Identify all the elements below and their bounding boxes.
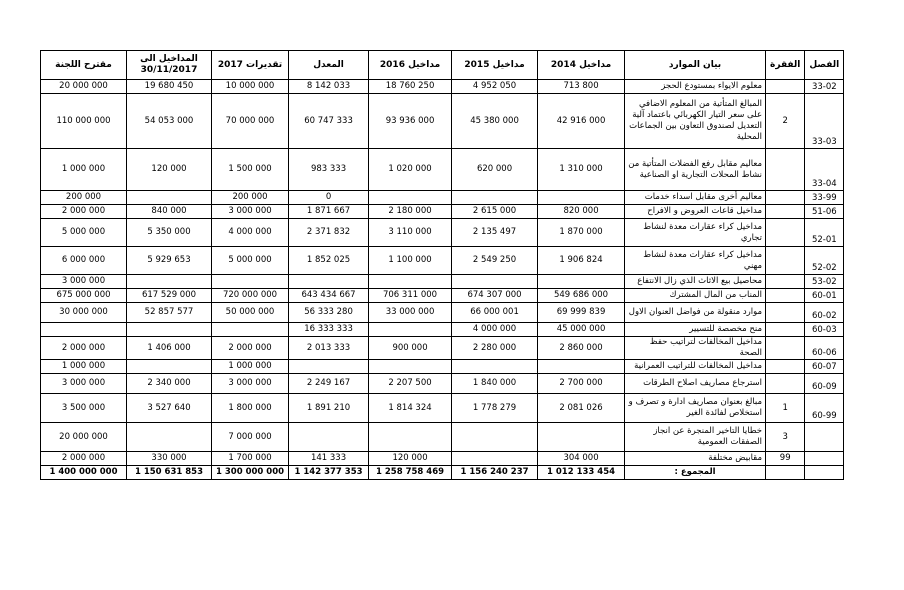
cell-receipts-2014 (538, 423, 625, 452)
cell-receipts-2014: 42 916 000 (538, 94, 625, 149)
total-proposal: 1 400 000 000 (41, 466, 127, 480)
cell-estimates-2017 (212, 323, 289, 337)
cell-receipts-2017 (127, 323, 212, 337)
table-row (41, 80, 844, 94)
cell-average (289, 275, 369, 289)
cell-average: 2 249 167 (289, 374, 369, 394)
cell-estimates-2017: 1 700 000 (212, 452, 289, 466)
cell-article (766, 205, 805, 219)
table-row (41, 360, 844, 374)
cell-chapter: 33-99 (805, 191, 844, 205)
cell-chapter (805, 423, 844, 452)
cell-article: 99 (766, 452, 805, 466)
cell-proposal: 200 000 (41, 191, 127, 205)
cell-description: منح مخصصة للتسيير (625, 323, 766, 337)
cell-receipts-2017: 3 527 640 (127, 394, 212, 423)
cell-chapter: 52-02 (805, 247, 844, 275)
cell-description: محاصيل بيع الاثاث الذي زال الانتفاع (625, 275, 766, 289)
cell-receipts-2016 (369, 360, 452, 374)
cell-average: 1 852 025 (289, 247, 369, 275)
cell-description: مداخيل كراء عقارات معدة لنشاط مهني (625, 247, 766, 275)
table-row (41, 94, 844, 149)
header-article: الفقرة (766, 51, 805, 80)
table-row (41, 423, 844, 452)
cell-article (766, 275, 805, 289)
cell-description: مبالغ بعنوان مصاريف ادارة و تصرف و استخلاص لفائدة الغير (625, 394, 766, 423)
cell-proposal: 3 000 000 (41, 275, 127, 289)
cell-receipts-2015 (452, 360, 538, 374)
total-chapter (805, 466, 844, 480)
cell-receipts-2014: 1 310 000 (538, 149, 625, 191)
cell-receipts-2014: 2 700 000 (538, 374, 625, 394)
cell-estimates-2017: 1 000 000 (212, 360, 289, 374)
cell-average: 643 434 667 (289, 289, 369, 303)
cell-proposal: 1 000 000 (41, 149, 127, 191)
cell-description: معلوم الايواء بمستودع الحجز (625, 80, 766, 94)
cell-description: مداخيل كراء عقارات معدة لنشاط تجاري (625, 219, 766, 247)
header-proposal: مقترح اللجنة (41, 51, 127, 80)
header-receipts-2016: مداخيل 2016 (369, 51, 452, 80)
cell-estimates-2017: 3 000 000 (212, 205, 289, 219)
cell-article: 3 (766, 423, 805, 452)
table-row (41, 303, 844, 323)
cell-receipts-2015: 2 549 250 (452, 247, 538, 275)
cell-receipts-2017 (127, 275, 212, 289)
table-row (41, 337, 844, 360)
total-receipts-2016: 1 258 758 469 (369, 466, 452, 480)
cell-receipts-2015: 2 615 000 (452, 205, 538, 219)
cell-receipts-2017: 120 000 (127, 149, 212, 191)
cell-receipts-2017 (127, 360, 212, 374)
cell-chapter: 60-09 (805, 374, 844, 394)
cell-average: 2 013 333 (289, 337, 369, 360)
header-chapter: الفصل (805, 51, 844, 80)
cell-proposal: 675 000 000 (41, 289, 127, 303)
cell-receipts-2016: 1 814 324 (369, 394, 452, 423)
cell-chapter: 60-06 (805, 337, 844, 360)
cell-article (766, 360, 805, 374)
header-average: المعدل (289, 51, 369, 80)
cell-receipts-2014: 820 000 (538, 205, 625, 219)
table-row (41, 452, 844, 466)
cell-chapter: 60-02 (805, 303, 844, 323)
cell-receipts-2015: 1 778 279 (452, 394, 538, 423)
cell-proposal: 2 000 000 (41, 205, 127, 219)
cell-description: معاليم مقابل رفع الفضلات المتأتية من نشاط المحلات التجارية او الصناعية (625, 149, 766, 191)
cell-chapter: 33-03 (805, 94, 844, 149)
cell-description: المبالغ المتأتية من المعلوم الاضافي على سعر التيار الكهربائي باعتماد آلية التعديل لصندوق التعاون بين الجماعات المحلية (625, 94, 766, 149)
cell-receipts-2014 (538, 360, 625, 374)
cell-receipts-2015: 620 000 (452, 149, 538, 191)
cell-average: 16 333 333 (289, 323, 369, 337)
cell-estimates-2017: 1 800 000 (212, 394, 289, 423)
cell-receipts-2016: 93 936 000 (369, 94, 452, 149)
cell-description: خطايا التاخير المنجرة عن انجاز الصفقات العمومية (625, 423, 766, 452)
cell-estimates-2017: 50 000 000 (212, 303, 289, 323)
cell-article (766, 374, 805, 394)
cell-average: 1 891 210 (289, 394, 369, 423)
cell-receipts-2015 (452, 191, 538, 205)
cell-receipts-2016: 900 000 (369, 337, 452, 360)
cell-receipts-2016: 2 207 500 (369, 374, 452, 394)
cell-average: 141 333 (289, 452, 369, 466)
table-row (41, 289, 844, 303)
cell-proposal: 1 000 000 (41, 360, 127, 374)
cell-estimates-2017: 200 000 (212, 191, 289, 205)
cell-receipts-2016: 120 000 (369, 452, 452, 466)
cell-average: 56 333 280 (289, 303, 369, 323)
cell-proposal (41, 323, 127, 337)
cell-estimates-2017: 70 000 000 (212, 94, 289, 149)
cell-receipts-2015 (452, 275, 538, 289)
cell-chapter: 33-02 (805, 80, 844, 94)
cell-receipts-2016: 706 311 000 (369, 289, 452, 303)
header-row (41, 51, 844, 80)
cell-chapter: 53-02 (805, 275, 844, 289)
cell-receipts-2015 (452, 423, 538, 452)
header-receipts-2017: المداخيل الى 30/11/2017 (127, 51, 212, 80)
cell-receipts-2017 (127, 423, 212, 452)
cell-chapter: 60-03 (805, 323, 844, 337)
cell-receipts-2015: 4 952 050 (452, 80, 538, 94)
cell-article: 1 (766, 394, 805, 423)
cell-description: موارد منقولة من فواضل العنوان الاول (625, 303, 766, 323)
cell-article (766, 191, 805, 205)
cell-receipts-2016 (369, 423, 452, 452)
table-row (41, 374, 844, 394)
header-estimates-2017: تقديرات 2017 (212, 51, 289, 80)
table-row (41, 205, 844, 219)
total-estimates-2017: 1 300 000 000 (212, 466, 289, 480)
cell-receipts-2017: 19 680 450 (127, 80, 212, 94)
cell-description: مداخيل قاعات العروض و الافراح (625, 205, 766, 219)
cell-receipts-2017: 1 406 000 (127, 337, 212, 360)
cell-receipts-2016: 2 180 000 (369, 205, 452, 219)
cell-receipts-2016 (369, 191, 452, 205)
cell-receipts-2016: 1 100 000 (369, 247, 452, 275)
cell-receipts-2017: 840 000 (127, 205, 212, 219)
table-row (41, 219, 844, 247)
cell-article (766, 80, 805, 94)
table-row (41, 275, 844, 289)
cell-estimates-2017: 720 000 000 (212, 289, 289, 303)
cell-estimates-2017 (212, 275, 289, 289)
cell-average: 8 142 033 (289, 80, 369, 94)
cell-chapter: 51-06 (805, 205, 844, 219)
cell-estimates-2017: 7 000 000 (212, 423, 289, 452)
cell-receipts-2017: 54 053 000 (127, 94, 212, 149)
total-receipts-2014: 1 012 133 454 (538, 466, 625, 480)
cell-chapter: 60-01 (805, 289, 844, 303)
cell-article (766, 303, 805, 323)
cell-receipts-2016 (369, 275, 452, 289)
cell-chapter: 52-01 (805, 219, 844, 247)
cell-estimates-2017: 10 000 000 (212, 80, 289, 94)
cell-article (766, 337, 805, 360)
cell-chapter: 60-99 (805, 394, 844, 423)
cell-receipts-2014: 45 000 000 (538, 323, 625, 337)
cell-article (766, 289, 805, 303)
cell-receipts-2015 (452, 452, 538, 466)
cell-proposal: 2 000 000 (41, 452, 127, 466)
cell-average: 2 371 832 (289, 219, 369, 247)
resources-table-sheet (40, 50, 844, 480)
cell-proposal: 30 000 000 (41, 303, 127, 323)
total-article (766, 466, 805, 480)
cell-receipts-2017: 617 529 000 (127, 289, 212, 303)
cell-average: 1 871 667 (289, 205, 369, 219)
cell-receipts-2014 (538, 275, 625, 289)
table-row (41, 247, 844, 275)
table-row (41, 149, 844, 191)
cell-receipts-2015: 1 840 000 (452, 374, 538, 394)
cell-receipts-2014: 1 906 824 (538, 247, 625, 275)
total-average: 1 142 377 353 (289, 466, 369, 480)
cell-receipts-2015: 4 000 000 (452, 323, 538, 337)
cell-proposal: 20 000 000 (41, 80, 127, 94)
cell-receipts-2014: 1 870 000 (538, 219, 625, 247)
cell-proposal: 110 000 000 (41, 94, 127, 149)
header-receipts-2014: مداخيل 2014 (538, 51, 625, 80)
cell-estimates-2017: 5 000 000 (212, 247, 289, 275)
cell-article (766, 323, 805, 337)
cell-estimates-2017: 2 000 000 (212, 337, 289, 360)
cell-receipts-2015: 2 280 000 (452, 337, 538, 360)
cell-receipts-2014: 2 860 000 (538, 337, 625, 360)
header-receipts-2015: مداخيل 2015 (452, 51, 538, 80)
cell-receipts-2015: 45 380 000 (452, 94, 538, 149)
cell-receipts-2017 (127, 191, 212, 205)
header-description: بيان الموارد (625, 51, 766, 80)
cell-estimates-2017: 3 000 000 (212, 374, 289, 394)
cell-proposal: 5 000 000 (41, 219, 127, 247)
cell-average: 60 747 333 (289, 94, 369, 149)
total-receipts-2017: 1 150 631 853 (127, 466, 212, 480)
cell-chapter (805, 452, 844, 466)
cell-article (766, 149, 805, 191)
cell-description: مقابيض مختلفة (625, 452, 766, 466)
table-row (41, 394, 844, 423)
cell-article (766, 219, 805, 247)
cell-description: المناب من المال المشترك (625, 289, 766, 303)
cell-description: مداخيل المخالفات لتراتيب حفظ الصحة (625, 337, 766, 360)
cell-article: 2 (766, 94, 805, 149)
table-row (41, 323, 844, 337)
cell-proposal: 20 000 000 (41, 423, 127, 452)
cell-proposal: 6 000 000 (41, 247, 127, 275)
cell-receipts-2016 (369, 323, 452, 337)
cell-proposal: 2 000 000 (41, 337, 127, 360)
cell-receipts-2017: 5 929 653 (127, 247, 212, 275)
total-receipts-2015: 1 156 240 237 (452, 466, 538, 480)
cell-average (289, 423, 369, 452)
cell-receipts-2017: 52 857 577 (127, 303, 212, 323)
cell-proposal: 3 500 000 (41, 394, 127, 423)
cell-receipts-2014: 69 999 839 (538, 303, 625, 323)
cell-proposal: 3 000 000 (41, 374, 127, 394)
cell-article (766, 247, 805, 275)
cell-receipts-2015: 2 135 497 (452, 219, 538, 247)
cell-receipts-2017: 2 340 000 (127, 374, 212, 394)
cell-receipts-2014: 2 081 026 (538, 394, 625, 423)
cell-receipts-2016: 1 020 000 (369, 149, 452, 191)
cell-chapter: 33-04 (805, 149, 844, 191)
cell-receipts-2014: 549 686 000 (538, 289, 625, 303)
cell-description: معاليم أخرى مقابل اسداء خدمات (625, 191, 766, 205)
cell-receipts-2014 (538, 191, 625, 205)
cell-receipts-2016: 3 110 000 (369, 219, 452, 247)
cell-description: مداخيل المخالفات للتراتيب العمرانية (625, 360, 766, 374)
cell-receipts-2014: 713 800 (538, 80, 625, 94)
cell-estimates-2017: 4 000 000 (212, 219, 289, 247)
cell-chapter: 60-07 (805, 360, 844, 374)
cell-average: 0 (289, 191, 369, 205)
cell-average (289, 360, 369, 374)
cell-estimates-2017: 1 500 000 (212, 149, 289, 191)
cell-description: استرجاع مصاريف اصلاح الطرقات (625, 374, 766, 394)
cell-receipts-2017: 330 000 (127, 452, 212, 466)
total-row (41, 466, 844, 480)
cell-receipts-2016: 18 760 250 (369, 80, 452, 94)
cell-receipts-2014: 304 000 (538, 452, 625, 466)
cell-receipts-2015: 674 307 000 (452, 289, 538, 303)
cell-receipts-2016: 33 000 000 (369, 303, 452, 323)
total-label: المجموع : (625, 466, 766, 480)
cell-receipts-2017: 5 350 000 (127, 219, 212, 247)
resources-table (40, 50, 844, 480)
cell-average: 983 333 (289, 149, 369, 191)
table-row (41, 191, 844, 205)
cell-receipts-2015: 66 000 001 (452, 303, 538, 323)
